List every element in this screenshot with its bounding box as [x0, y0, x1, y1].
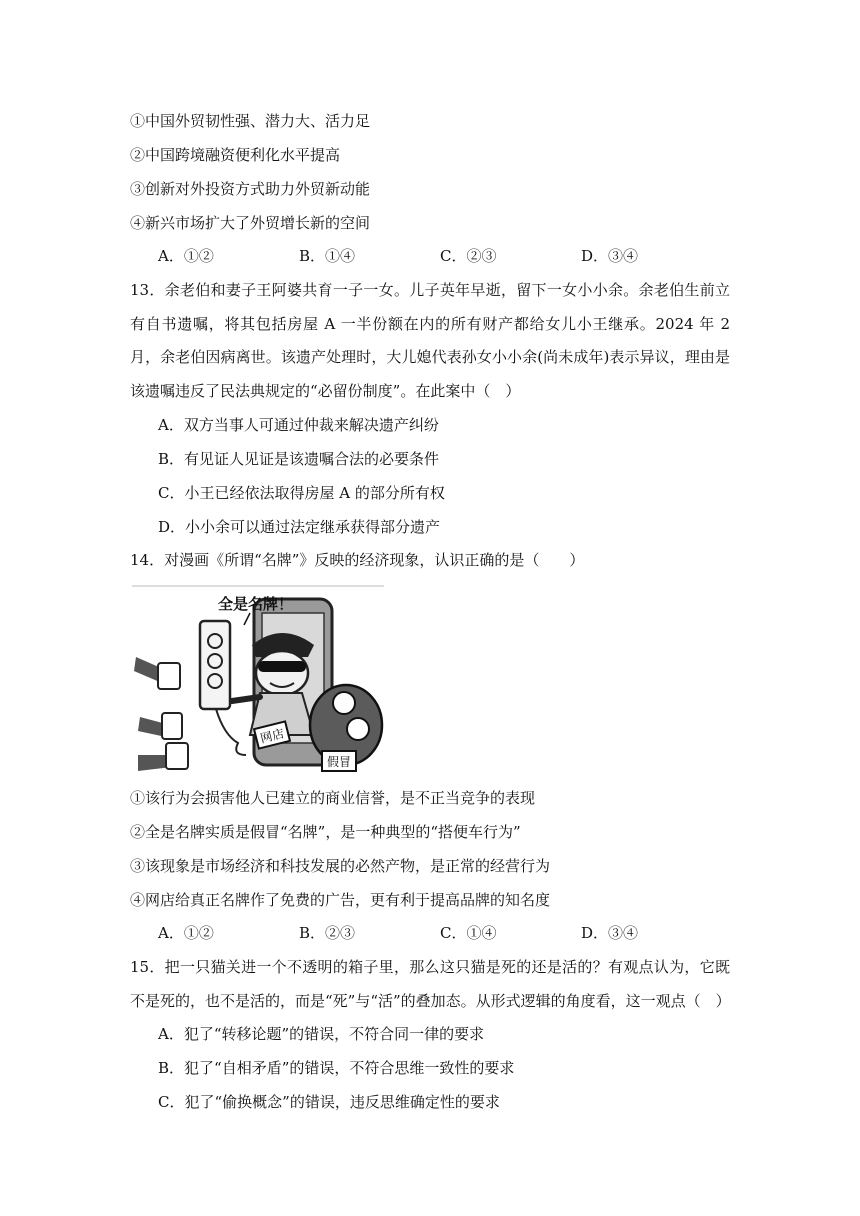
comic-illustration [132, 585, 384, 781]
sign-shop-text: 网店 [258, 726, 286, 746]
bag-face-2 [347, 718, 369, 740]
q12-option-b[interactable]: B．①④ [299, 247, 356, 265]
q12-statement-1: ①中国外贸韧性强、潜力大、活力足 [130, 112, 371, 130]
small-phone-2 [162, 713, 182, 739]
small-phone-3 [166, 743, 188, 769]
q14-option-c[interactable]: C．①④ [440, 924, 497, 942]
sign-fake-text: 假冒 [326, 755, 352, 769]
thief-mask [258, 661, 306, 672]
q13-stem: 13．余老伯和妻子王阿婆共育一子一女。儿子英年早逝，留下一女小小余。余老伯生前立有自书遗嘱，将其包括房屋 A 一半份额在内的所有财产都给女儿小王继承。2024 年 2 月，余老伯因病离世。该遗产处理时，大儿媳代表孙女小小余(尚未成年)表示异议，理由是该遗嘱违反了民法典规定的“必留份制度”。在此案中（ ） [130, 281, 730, 400]
q15-stem: 15．把一只猫关进一个不透明的箱子里，那么这只猫是死的还是活的？有观点认为，它既不是死的，也不是活的，而是“死”与“活”的叠加态。从形式逻辑的角度看，这一观点（ ） [130, 958, 731, 1010]
q12-option-c[interactable]: C．②③ [440, 247, 497, 265]
q12-option-d[interactable]: D．③④ [581, 247, 639, 265]
q13-option-c[interactable]: C．小王已经依法取得房屋 A 的部分所有权 [158, 484, 445, 502]
q12-statement-4: ④新兴市场扩大了外贸增长新的空间 [130, 214, 371, 232]
thief-face [256, 651, 308, 695]
q12-options [158, 246, 722, 266]
q13-option-b[interactable]: B．有见证人见证是该遗嘱合法的必要条件 [158, 450, 440, 468]
q15-option-b[interactable]: B．犯了“自相矛盾”的错误，不符合思维一致性的要求 [158, 1059, 515, 1077]
q14-stem: 14．对漫画《所谓“名牌”》反映的经济现象，认识正确的是（ ） [130, 551, 585, 569]
q14-options [158, 923, 722, 943]
small-phone-1 [158, 663, 180, 689]
charger-cord [216, 709, 246, 755]
q14-option-a[interactable]: A．①② [158, 924, 214, 942]
q12-statement-2: ②中国跨境融资便利化水平提高 [130, 146, 341, 164]
q13-option-d[interactable]: D．小小余可以通过法定继承获得部分遗产 [158, 518, 441, 536]
q12-option-a[interactable]: A．①② [158, 247, 214, 265]
speech-text: 全是名牌！ [218, 595, 294, 613]
q13-option-a[interactable]: A．双方当事人可通过仲裁来解决遗产纠纷 [158, 416, 439, 434]
q14-statement-3: ③该现象是市场经济和科技发展的必然产物，是正常的经营行为 [130, 857, 551, 875]
q14-statement-2: ②全是名牌实质是假冒“名牌”，是一种典型的“搭便车行为” [130, 823, 521, 841]
q14-option-b[interactable]: B．②③ [299, 924, 356, 942]
q14-statement-1: ①该行为会损害他人已建立的商业信誉，是不正当竞争的表现 [130, 789, 536, 807]
q12-statement-3: ③创新对外投资方式助力外贸新动能 [130, 180, 371, 198]
q14-option-d[interactable]: D．③④ [581, 924, 639, 942]
q14-statement-4: ④网店给真正名牌作了免费的广告，更有利于提高品牌的知名度 [130, 891, 551, 909]
q15-option-c[interactable]: C．犯了“偷换概念”的错误，违反思维确定性的要求 [158, 1093, 500, 1111]
bag-face-1 [333, 692, 355, 714]
q15-option-a[interactable]: A．犯了“转移论题”的错误，不符合同一律的要求 [158, 1025, 485, 1043]
